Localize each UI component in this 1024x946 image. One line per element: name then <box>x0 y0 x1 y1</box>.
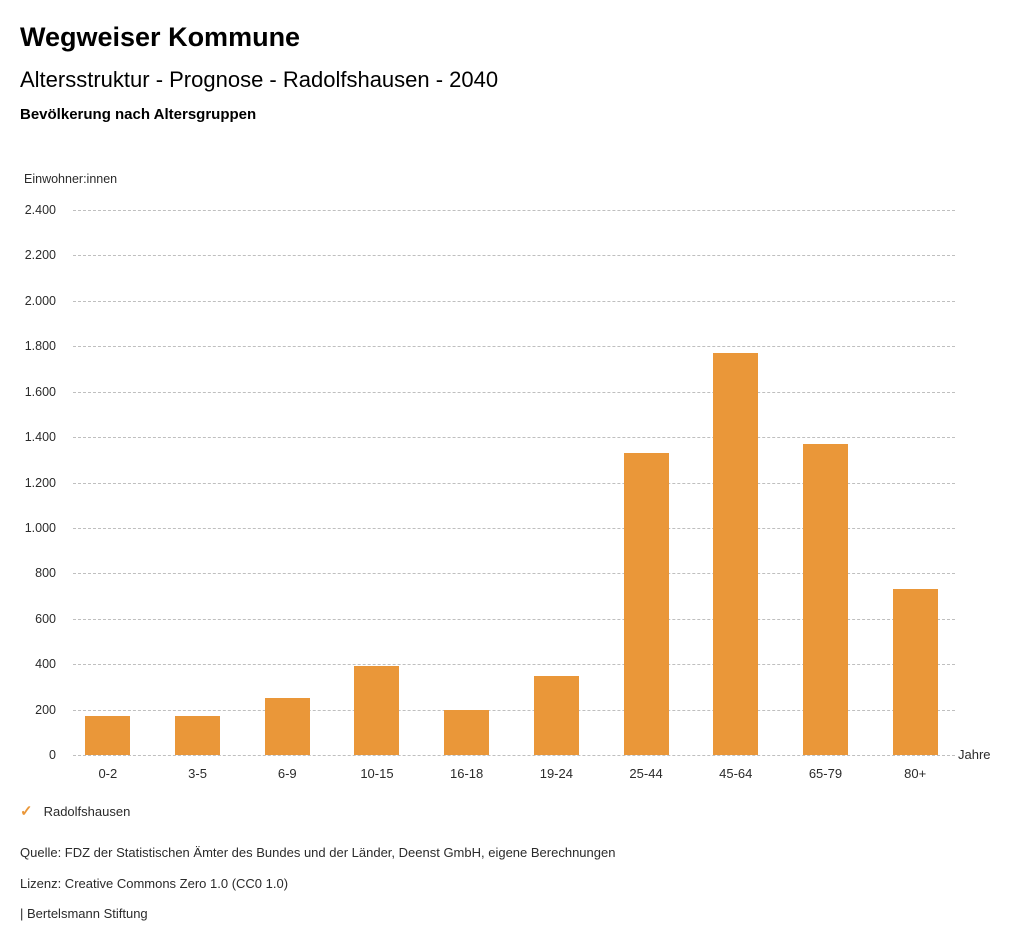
chart-plot-area <box>63 210 960 755</box>
y-axis-tick-label: 2.400 <box>24 203 56 217</box>
legend[interactable] <box>20 804 130 819</box>
x-axis-tick-label: 3-5 <box>188 766 207 781</box>
gridline <box>73 437 955 438</box>
gridline <box>73 346 955 347</box>
source-text: Quelle: FDZ der Statistischen Ämter des Bundes und der Länder, Deenst GmbH, eigene Berechnungen <box>20 845 616 860</box>
gridline <box>73 755 955 756</box>
y-axis-tick-label: 0 <box>49 748 56 762</box>
bar-10-15[interactable] <box>354 666 399 755</box>
y-axis-tick-label: 600 <box>35 611 56 626</box>
legend-series-label: Radolfshausen <box>43 804 131 819</box>
bar-19-24[interactable] <box>534 676 579 755</box>
bar-6-9[interactable] <box>265 698 310 755</box>
y-axis-tick-label: 1.800 <box>24 339 56 354</box>
x-axis-tick-label: 16-18 <box>450 766 484 781</box>
x-axis-tick-label: 19-24 <box>539 766 573 781</box>
y-axis-tick-label: 1.200 <box>24 475 56 490</box>
bar-16-18[interactable] <box>444 710 489 755</box>
bar-80+[interactable] <box>893 589 938 755</box>
x-axis-unit-label: Jahre <box>958 747 991 762</box>
gridline <box>73 301 955 302</box>
x-axis-tick-label: 10-15 <box>360 766 394 781</box>
y-axis-tick-label: 200 <box>35 702 56 717</box>
x-axis-tick-label: 0-2 <box>98 766 118 781</box>
chart-subtitle: Altersstruktur - Prognose - Radolfshausen - 2040 <box>20 67 499 92</box>
y-axis-tick-label: 400 <box>35 657 56 672</box>
x-axis-tick-label: 65-79 <box>808 766 843 781</box>
y-axis-tick-label: 800 <box>35 566 56 581</box>
bar-65-79[interactable] <box>803 444 848 755</box>
y-axis-tick-label: 1.600 <box>24 384 56 399</box>
gridline <box>73 255 955 256</box>
bar-3-5[interactable] <box>175 716 220 755</box>
y-axis-tick-label: 2.200 <box>24 248 56 263</box>
bar-0-2[interactable] <box>85 716 130 755</box>
attribution-text: | Bertelsmann Stiftung <box>20 906 148 921</box>
gridline <box>73 392 955 393</box>
chart-section-title: Bevölkerung nach Altersgruppen <box>20 106 257 123</box>
gridline <box>73 210 955 211</box>
legend-check-icon: ✓ <box>20 803 33 820</box>
x-axis-tick-label: 6-9 <box>277 766 297 781</box>
license-text: Lizenz: Creative Commons Zero 1.0 (CC0 1.0) <box>20 876 289 891</box>
x-axis-tick-label: 25-44 <box>629 766 663 781</box>
y-axis-tick-label: 1.000 <box>24 520 56 535</box>
x-axis-tick-label: 80+ <box>904 766 927 781</box>
bar-45-64[interactable] <box>713 353 758 755</box>
page-title: Wegweiser Kommune <box>20 22 301 52</box>
x-axis-tick-label: 45-64 <box>719 766 753 781</box>
y-axis-title: Einwohner:innen <box>24 172 118 186</box>
y-axis-tick-label: 2.000 <box>24 293 56 308</box>
bar-25-44[interactable] <box>624 453 669 755</box>
y-axis-tick-label: 1.400 <box>24 430 56 445</box>
